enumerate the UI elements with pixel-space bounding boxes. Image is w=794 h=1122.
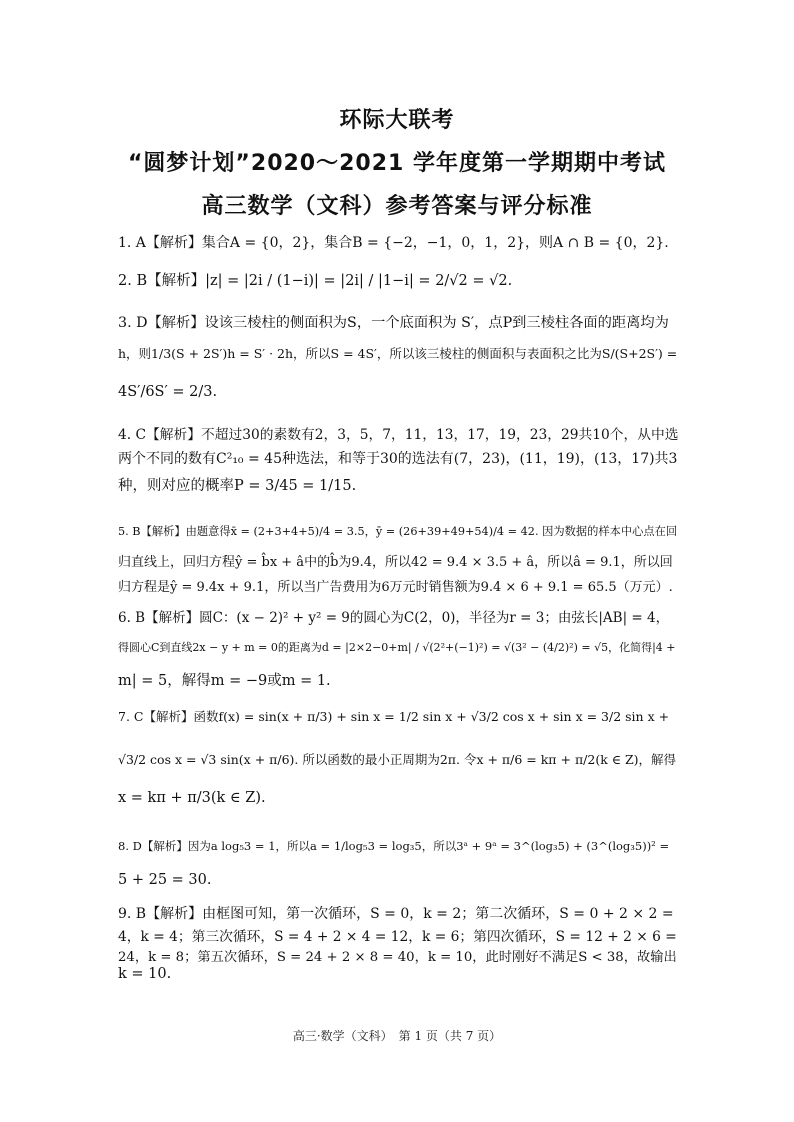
answer-3-line-2: h，则1/3(S + 2S′)h = S′ · 2h，所以S = 4S′，所以该三棱柱的侧面积与表面积之比为S/(S+2S′) = xyxy=(118,346,678,361)
answer-6-line-1: 6. B【解析】圆C：(x − 2)² + y² = 9的圆心为C(2，0)，半径为r = 3；由弦长|AB| = 4， xyxy=(118,610,670,626)
answer-8-line-1: 8. D【解析】因为a log₅3 = 1，所以a = 1/log₅3 = log₃5，所以3ᵃ + 9ᵃ = 3^(log₃5) + (3^(log₃5))² = xyxy=(118,839,670,853)
answer-4-line-1: 4. C【解析】不超过30的素数有2，3，5，7，11，13，17，19，23，29共10个，从中选 xyxy=(118,427,678,443)
answer-7-line-1: 7. C【解析】函数f(x) = sin(x + π/3) + sin x = 1/2 sin x + √3/2 cos x + sin x = 3/2 sin x + xyxy=(118,709,670,724)
answer-7-line-2: √3/2 cos x = √3 sin(x + π/6). 所以函数的最小正周期为2π. 令x + π/6 = kπ + π/2(k ∈ Z)，解得 xyxy=(118,752,677,767)
answer-4-line-3: 种，则对应的概率P = 3/45 = 1/15. xyxy=(118,478,357,494)
exam-name-title: “圆梦计划”2020～2021 学年度第一学期期中考试 xyxy=(127,151,667,176)
answer-6-line-2: 得圆心C到直线2x − y + m = 0的距离为d = |2×2−0+m| / √(2²+(−1)²) = √(3² − (4/2)²) = √5，化简得|4 + xyxy=(118,641,676,654)
answer-8-line-2: 5 + 25 = 30. xyxy=(118,872,212,888)
answer-9-line-3: 24，k = 8；第五次循环，S = 24 + 2 × 8 = 40，k = 10，此时刚好不满足S < 38，故输出 xyxy=(118,950,677,965)
page-footer: 高三·数学（文科） 第 1 页（共 7 页） xyxy=(292,1029,502,1043)
answer-3-line-1: 3. D【解析】设该三棱柱的侧面积为S，一个底面积为 S′，点P到三棱柱各面的距离均为 xyxy=(118,315,669,331)
answer-9-line-2: 4，k = 4；第三次循环，S = 4 + 2 × 4 = 12，k = 6；第四次循环，S = 12 + 2 × 6 = xyxy=(118,929,677,945)
exam-organizer-title: 环际大联考 xyxy=(339,108,455,133)
answer-4-line-2: 两个不同的数有C²₁₀ = 45种选法，和等于30的选法有(7，23)，(11，19)，(13，17)共3 xyxy=(118,451,678,467)
answer-key-title: 高三数学（文科）参考答案与评分标准 xyxy=(201,194,593,219)
answer-9-line-1: 9. B【解析】由框图可知，第一次循环，S = 0，k = 2；第二次循环，S = 0 + 2 × 2 = xyxy=(118,906,674,922)
answer-1-line-1: 1. A【解析】集合A = {0，2}，集合B = {−2，−1，0，1，2}，则A ∩ B = {0，2}. xyxy=(118,235,669,251)
answer-5-line-2: 归直线上，回归方程ŷ = b̂x + â中的b̂为9.4，所以42 = 9.4 × 3.5 + â，所以â = 9.1，所以回 xyxy=(118,555,673,570)
answer-5-line-3: 归方程是ŷ = 9.4x + 9.1，所以当广告费用为6万元时销售额为9.4 × 6 + 9.1 = 65.5（万元）. xyxy=(118,580,673,595)
answer-7-line-3: x = kπ + π/3(k ∈ Z). xyxy=(118,790,266,806)
answer-6-line-3: m| = 5，解得m = −9或m = 1. xyxy=(118,673,331,689)
answer-2-line-1: 2. B【解析】|z| = |2i / (1−i)| = |2i| / |1−i| = 2/√2 = √2. xyxy=(118,273,513,289)
answer-3-line-3: 4S′/6S′ = 2/3. xyxy=(118,384,218,400)
answer-5-line-1: 5. B【解析】由题意得x̄ = (2+3+4+5)/4 = 3.5，ȳ = (26+39+49+54)/4 = 42. 因为数据的样本中心点在回 xyxy=(118,525,678,538)
answer-9-line-4: k = 10. xyxy=(118,966,172,982)
